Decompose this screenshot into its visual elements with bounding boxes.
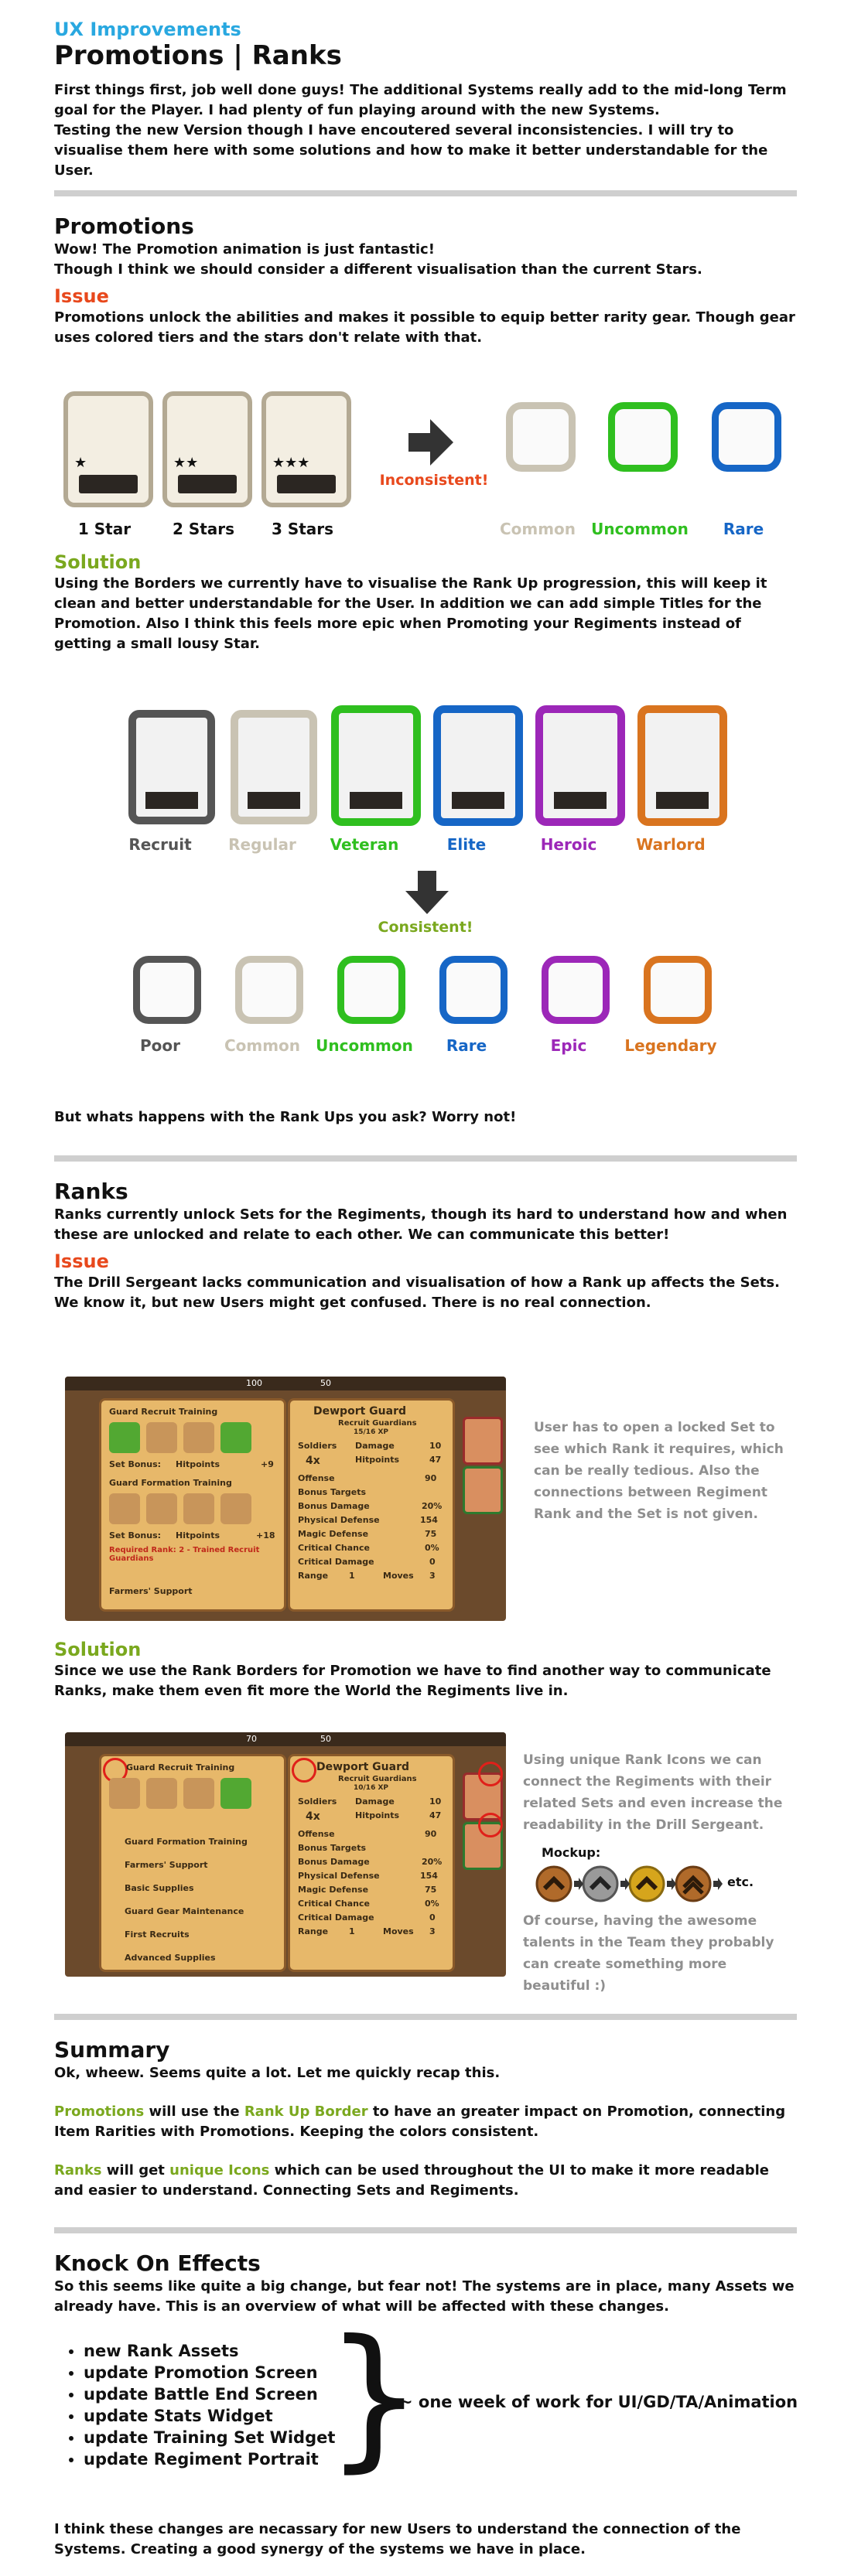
arrow-right-icon xyxy=(408,419,455,466)
rank-label-veteran: Veteran xyxy=(330,835,399,854)
unit-name: Dewport Guard xyxy=(313,1405,406,1418)
slot[interactable] xyxy=(183,1778,214,1809)
promotions-issue-text: Promotions unlock the abilities and makes it possible to equip better rarity gear. Though gear uses colored tiers and the stars don't relate with that. xyxy=(54,309,795,346)
resource-value: 70 xyxy=(246,1734,257,1744)
list-item: • new Rank Assets xyxy=(84,2340,335,2362)
stat-name: Moves xyxy=(383,1571,414,1581)
set-bonus-label: Set Bonus: xyxy=(109,1530,162,1540)
stat-name: Critical Chance xyxy=(298,1899,370,1909)
ranks-solution xyxy=(54,1638,797,1701)
slot[interactable] xyxy=(220,1778,251,1809)
promotions-heading: Promotions xyxy=(54,213,194,239)
set-slots xyxy=(109,1422,272,1455)
slot[interactable] xyxy=(109,1493,140,1524)
summary-text-fragment: to have an greater impact on Promotion, connecting Item Rarities with Promotions. Keeping the colors consistent. xyxy=(54,2103,786,2140)
document xyxy=(54,19,797,181)
rarity-label-rare: Rare xyxy=(446,1036,487,1055)
rank-border-veteran xyxy=(331,705,421,826)
stat-value: 75 xyxy=(425,1885,437,1895)
ranks-heading: Ranks xyxy=(54,1179,128,1204)
ranks-section xyxy=(54,1179,797,1313)
stat-name: Damage xyxy=(355,1796,395,1807)
summary-section xyxy=(54,2037,797,2201)
unit-stats-panel xyxy=(288,1398,455,1612)
stat-name: Range xyxy=(298,1571,329,1581)
stat-name: Bonus Targets xyxy=(298,1487,367,1497)
set-bonus-value: +9 xyxy=(261,1459,274,1469)
nameplate xyxy=(350,792,402,809)
gear-label-common: Common xyxy=(499,520,576,538)
nameplate xyxy=(452,792,504,809)
stat-value: 1 xyxy=(349,1571,355,1581)
unit-name: Dewport Guard xyxy=(316,1761,409,1773)
stat-name: Damage xyxy=(355,1441,395,1451)
summary-ranks xyxy=(54,2161,797,2201)
knock-on-section xyxy=(54,2250,797,2317)
rarity-frame-rare xyxy=(439,956,508,1024)
mockup-label: Mockup: xyxy=(542,1845,601,1860)
summary-unique-icons-term: unique Icons xyxy=(169,2162,270,2179)
star-label-1: 1 Star xyxy=(77,520,132,538)
rarity-label-common: Common xyxy=(224,1036,301,1055)
stat-name: Bonus Damage xyxy=(298,1501,370,1511)
unit-rank: Recruit Guardians xyxy=(338,1775,417,1783)
rarity-frame-epic xyxy=(542,956,610,1024)
list-item: • update Stats Widget xyxy=(84,2405,335,2427)
work-estimate: ~ one week of work for UI/GD/TA/Animation xyxy=(399,2393,798,2411)
divider-4 xyxy=(54,2227,797,2233)
summary-heading: Summary xyxy=(54,2037,170,2063)
unit-stats-panel xyxy=(288,1754,455,1972)
unit-xp: 10/16 XP xyxy=(354,1784,389,1792)
stat-value: 0% xyxy=(425,1543,439,1553)
rank-label-heroic: Heroic xyxy=(540,835,597,854)
regiment-portrait[interactable] xyxy=(463,1417,503,1465)
slot[interactable] xyxy=(220,1422,251,1453)
knock-on-heading: Knock On Effects xyxy=(54,2250,261,2276)
summary-text-fragment: will get xyxy=(101,2162,170,2179)
resource-value: 50 xyxy=(320,1734,331,1744)
rank-icon-mockups xyxy=(534,1864,750,1907)
rank-label-regular: Regular xyxy=(228,835,296,854)
stat-value: 0 xyxy=(429,1557,436,1567)
set-title[interactable]: Guard Recruit Training xyxy=(126,1762,235,1772)
promotions-solution xyxy=(54,551,797,654)
stat-value: 47 xyxy=(429,1455,442,1465)
stat-value: 154 xyxy=(420,1871,438,1881)
stat-name: Critical Damage xyxy=(298,1557,374,1567)
set-bonus-stat: Hitpoints xyxy=(176,1530,220,1540)
stat-name: Range xyxy=(298,1926,329,1936)
rank-border-elite xyxy=(433,705,523,826)
set-bonus-value: +18 xyxy=(256,1530,275,1540)
rank-border-recruit xyxy=(128,710,215,824)
promotions-closing: But whats happens with the Rank Ups you ask? Worry not! xyxy=(54,1109,517,1125)
rank-icon-copper xyxy=(676,1867,710,1901)
stat-name: Physical Defense xyxy=(298,1515,380,1525)
drill-sergeant-screenshot-current xyxy=(65,1377,506,1621)
stat-value: 90 xyxy=(425,1829,437,1839)
regiment-portrait[interactable] xyxy=(463,1466,503,1514)
stat-name: Hitpoints xyxy=(355,1455,400,1465)
star-label-3: 3 Stars xyxy=(271,520,334,538)
rarity-label-legendary: Legendary xyxy=(624,1036,717,1055)
star-label-2: 2 Stars xyxy=(172,520,235,538)
rarity-label-poor: Poor xyxy=(139,1036,180,1055)
star-card-1 xyxy=(63,391,153,507)
stat-name: Moves xyxy=(383,1926,414,1936)
consistent-label: Consistent! xyxy=(378,919,473,936)
rank-icon-silver xyxy=(583,1867,617,1901)
required-rank: Required Rank: 2 - Trained Recruit Guardians xyxy=(109,1546,260,1563)
slot[interactable] xyxy=(183,1493,214,1524)
inconsistent-label: Inconsistent! xyxy=(379,472,489,489)
stat-value: 20% xyxy=(422,1857,443,1867)
rarity-label-epic: Epic xyxy=(550,1036,587,1055)
soldiers-label: Soldiers xyxy=(298,1441,337,1451)
slot[interactable] xyxy=(109,1422,140,1453)
stat-value: 0% xyxy=(425,1899,439,1909)
affected-items-list xyxy=(62,2340,335,2470)
stat-name: Offense xyxy=(298,1829,335,1839)
ranks-issue-heading: Issue xyxy=(54,1250,109,1272)
stat-value: 0 xyxy=(429,1912,436,1923)
set-slots xyxy=(109,1778,272,1810)
promotions-text-2: Though I think we should consider a different visualisation than the current Stars. xyxy=(54,261,702,278)
nameplate xyxy=(277,475,336,493)
brace-icon: } xyxy=(325,2307,424,2487)
gear-frame-rare xyxy=(712,402,781,472)
rank-highlight-circle xyxy=(478,1762,503,1786)
set-title[interactable]: Guard Recruit Training xyxy=(109,1407,218,1417)
soldiers-count: 4x xyxy=(306,1455,320,1467)
gear-frame-common xyxy=(506,402,576,472)
star-icon: ★★ xyxy=(173,455,199,471)
stat-value: 1 xyxy=(349,1926,355,1936)
rarity-row xyxy=(116,951,781,1059)
gear-label-rare: Rare xyxy=(723,520,764,538)
stat-name: Critical Damage xyxy=(298,1912,374,1923)
stat-name: Bonus Damage xyxy=(298,1857,370,1867)
set-title[interactable]: Farmers' Support xyxy=(125,1860,208,1870)
set-list-panel xyxy=(99,1754,286,1972)
star-icon: ★★★ xyxy=(272,455,310,471)
list-item: • update Training Set Widget xyxy=(84,2427,335,2448)
resource-value: 50 xyxy=(320,1378,331,1388)
rarity-frame-legendary xyxy=(644,956,712,1024)
slot[interactable] xyxy=(220,1493,251,1524)
ranks-solution-heading: Solution xyxy=(54,1639,142,1660)
rank-border-regular xyxy=(231,710,317,824)
resource-value: 100 xyxy=(246,1378,262,1388)
set-title[interactable]: Guard Formation Training xyxy=(109,1478,232,1488)
intro-p1: First things first, job well done guys! The additional Systems really add to the mid-long Term goal for the Player. I had plenty of fun playing around with the new Systems. xyxy=(54,82,787,118)
doc-kicker: UX Improvements xyxy=(54,19,241,40)
summary-text-fragment: which can be used throughout the UI to make it more readable and easier to understand. Connecting Sets and Regiments. xyxy=(54,2162,770,2199)
ranks-issue-text: The Drill Sergeant lacks communication and visualisation of how a Rank up affects the Sets. We know it, but new Users might get confused. There is no real connection. xyxy=(54,1274,780,1311)
star-card-2 xyxy=(162,391,252,507)
set-title[interactable]: First Recruits xyxy=(125,1929,190,1940)
stat-name: Offense xyxy=(298,1473,335,1483)
stat-name: Bonus Targets xyxy=(298,1843,367,1853)
stat-name: Magic Defense xyxy=(298,1529,369,1539)
unit-rank: Recruit Guardians xyxy=(338,1419,417,1428)
summary-promotions-term: Promotions xyxy=(54,2103,145,2120)
solution-note-2: Of course, having the awesome talents in the Team they probably can create something more beautiful :) xyxy=(523,1913,774,1994)
list-item: • update Regiment Portrait xyxy=(84,2448,335,2470)
summary-promotions xyxy=(54,2102,797,2142)
rarity-label-uncommon: Uncommon xyxy=(316,1036,413,1055)
rank-border-warlord xyxy=(637,705,727,826)
nameplate xyxy=(79,475,138,493)
summary-text: Ok, wheew. Seems quite a lot. Let me quickly recap this. xyxy=(54,2065,501,2081)
arrow-down-icon xyxy=(405,871,449,914)
set-title[interactable]: Basic Supplies xyxy=(125,1883,194,1893)
set-title[interactable]: Farmers' Support xyxy=(109,1586,193,1596)
soldiers-count: 4x xyxy=(306,1810,320,1823)
rank-icon-bronze xyxy=(537,1867,571,1901)
stat-value: 10 xyxy=(429,1796,442,1807)
rank-highlight-circle xyxy=(292,1758,316,1783)
set-bonus-stat: Hitpoints xyxy=(176,1459,220,1469)
closing-text: I think these changes are necassary for new Users to understand the connection of the Systems. Creating a good synergy of the systems we have in place. xyxy=(54,2521,741,2557)
set-title[interactable]: Guard Gear Maintenance xyxy=(125,1906,244,1916)
rank-label-recruit: Recruit xyxy=(128,835,192,854)
rank-border-heroic xyxy=(535,705,625,826)
promotions-solution-text: Using the Borders we currently have to visualise the Rank Up progression, this will keep it clean and better understandable for the User. In addition we can add simple Titles for the Promotion. Also I think this feels more epic when Promoting your Regiments instead of getting a small lousy Star. xyxy=(54,575,767,652)
star-card-row xyxy=(54,387,797,541)
resource-bar xyxy=(65,1732,506,1746)
ranks-solution-text: Since we use the Rank Borders for Promotion we have to find another way to communicate Ranks, make them even fit more the World the Regiments live in. xyxy=(54,1663,771,1699)
slot[interactable] xyxy=(146,1422,177,1453)
doc-title: Promotions | Ranks xyxy=(54,40,342,71)
stat-value: 47 xyxy=(429,1810,442,1820)
nameplate xyxy=(554,792,607,809)
rarity-frame-uncommon xyxy=(337,956,405,1024)
set-list-panel xyxy=(99,1398,286,1612)
rank-icon-gold xyxy=(630,1867,664,1901)
set-title[interactable]: Advanced Supplies xyxy=(125,1953,216,1963)
promotions-section xyxy=(54,213,797,348)
ranks-text: Ranks currently unlock Sets for the Regiments, though its hard to understand how and when these are unlocked and relate to each other. We can communicate this better! xyxy=(54,1206,788,1243)
slot[interactable] xyxy=(109,1778,140,1809)
stat-name: Hitpoints xyxy=(355,1810,400,1820)
summary-text-fragment: will use the xyxy=(144,2103,244,2120)
rank-border-row xyxy=(116,705,781,860)
nameplate xyxy=(178,475,237,493)
rank-label-elite: Elite xyxy=(446,835,487,854)
star-icon: ★ xyxy=(74,455,87,471)
stat-value: 90 xyxy=(425,1473,437,1483)
stat-name: Critical Chance xyxy=(298,1543,370,1553)
stat-name: Magic Defense xyxy=(298,1885,369,1895)
nameplate xyxy=(656,792,709,809)
soldiers-label: Soldiers xyxy=(298,1796,337,1807)
rarity-frame-common xyxy=(235,956,303,1024)
set-bonus-label: Set Bonus: xyxy=(109,1459,162,1469)
set-slots xyxy=(109,1493,272,1526)
star-card-3 xyxy=(261,391,351,507)
slot[interactable] xyxy=(183,1422,214,1453)
stat-value: 10 xyxy=(429,1441,442,1451)
solution-note: Using unique Rank Icons we can connect the Regiments with their related Sets and even increase the readability in the Drill Sergeant. xyxy=(523,1752,783,1833)
divider-1 xyxy=(54,190,797,196)
stat-value: 20% xyxy=(422,1501,443,1511)
issue-note: User has to open a locked Set to see which Rank it requires, which can be really tedious. Also the connections between Regiment Rank and the Set is not given. xyxy=(534,1420,784,1522)
divider-3 xyxy=(54,2014,797,2020)
slot[interactable] xyxy=(146,1778,177,1809)
stat-value: 3 xyxy=(429,1926,436,1936)
slot[interactable] xyxy=(146,1493,177,1524)
nameplate xyxy=(145,792,198,809)
nameplate xyxy=(248,792,300,809)
intro-p2: Testing the new Version though I have encoutered several inconsistencies. I will try to visualise them here with some solutions and how to make it better understandable for the User. xyxy=(54,122,768,179)
promotions-issue-heading: Issue xyxy=(54,285,109,307)
list-item: • update Battle End Screen xyxy=(84,2383,335,2405)
set-title[interactable]: Guard Formation Training xyxy=(125,1837,248,1847)
summary-rank-up-border-term: Rank Up Border xyxy=(244,2103,368,2120)
stat-value: 154 xyxy=(420,1515,438,1525)
drill-sergeant-screenshot-mockup xyxy=(65,1732,506,1977)
rank-label-warlord: Warlord xyxy=(636,835,706,854)
rarity-frame-poor xyxy=(133,956,201,1024)
stat-value: 3 xyxy=(429,1571,436,1581)
unit-xp: 15/16 XP xyxy=(354,1428,389,1436)
list-item: • update Promotion Screen xyxy=(84,2362,335,2383)
gear-label-uncommon: Uncommon xyxy=(591,520,689,538)
summary-ranks-term: Ranks xyxy=(54,2162,102,2179)
promotions-text-1: Wow! The Promotion animation is just fantastic! xyxy=(54,241,435,258)
promotions-solution-heading: Solution xyxy=(54,551,142,573)
stat-name: Physical Defense xyxy=(298,1871,380,1881)
knock-on-text: So this seems like quite a big change, but fear not! The systems are in place, many Assets we already have. This is an overview of what will be affected with these changes. xyxy=(54,2278,795,2315)
resource-bar xyxy=(65,1377,506,1390)
gear-frame-uncommon xyxy=(608,402,678,472)
stat-value: 75 xyxy=(425,1529,437,1539)
divider-2 xyxy=(54,1155,797,1162)
etc-label: etc. xyxy=(727,1875,754,1889)
rank-highlight-circle xyxy=(478,1813,503,1837)
